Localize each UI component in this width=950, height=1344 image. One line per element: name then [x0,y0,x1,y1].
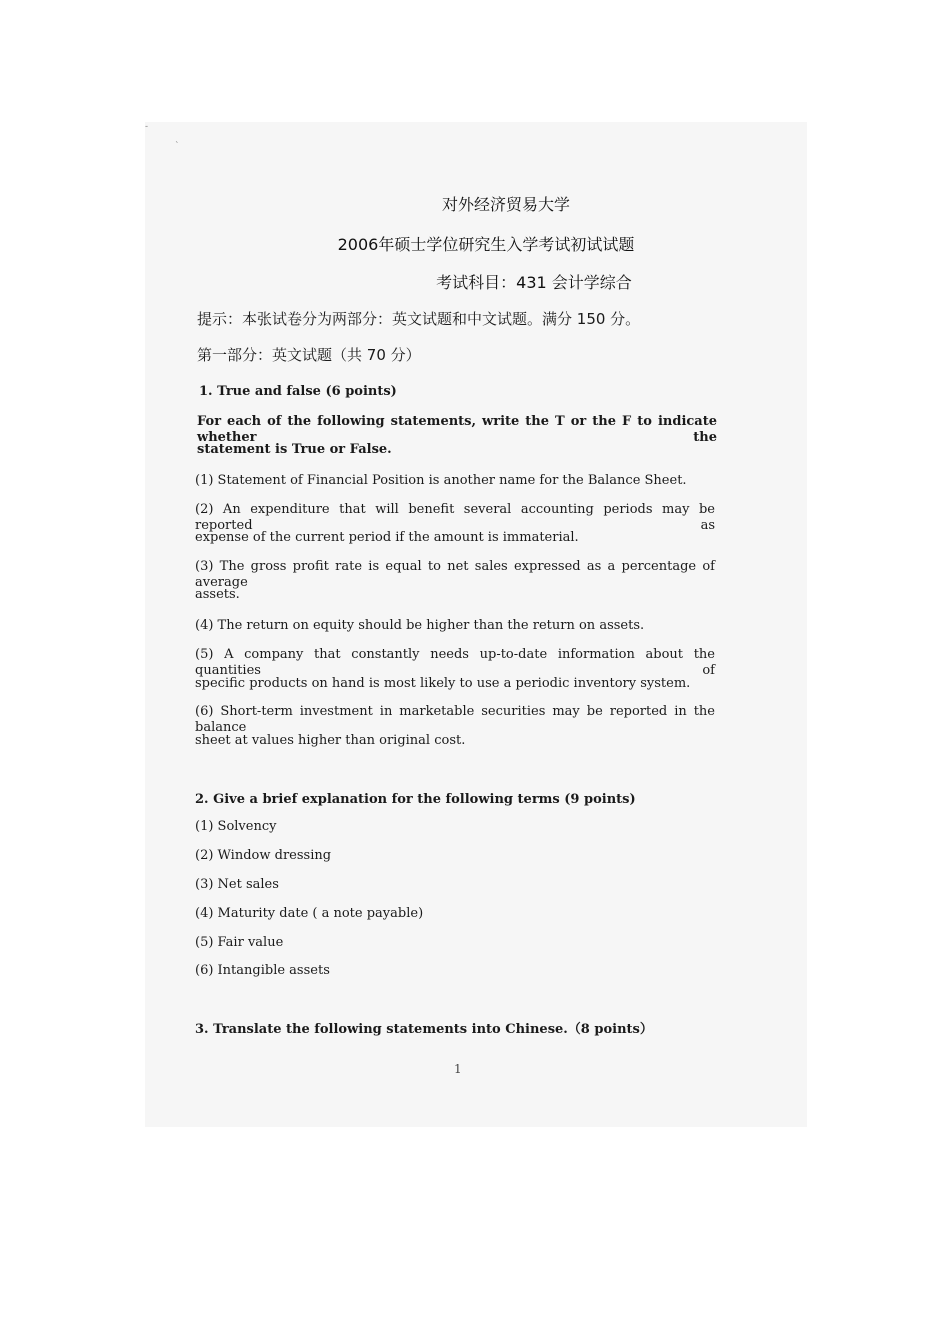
tf-item-3: (3) The gross profit rate is equal to net sales expressed as a percentage of average [195,559,715,590]
term-item-3: (3) Net sales [195,877,279,892]
tf-item-5-cont: specific products on hand is most likely to use a periodic inventory system. [195,676,691,691]
section-1-title: 1. True and false (6 points) [199,384,397,399]
term-item-1: (1) Solvency [195,819,277,834]
section-3-title: 3. Translate the following statements into Chinese.（8 points） [195,1022,653,1037]
tf-item-1: (1) Statement of Financial Position is another name for the Balance Sheet. [195,473,687,488]
tf-item-6: (6) Short-term investment in marketable securities may be reported in the balance [195,704,715,735]
tf-item-2-cont: expense of the current period if the amount is immaterial. [195,530,579,545]
exam-title: 2006年硕士学位研究生入学考试初试试题 [337,235,635,254]
tf-item-6-cont: sheet at values higher than original cost. [195,733,466,748]
term-item-4: (4) Maturity date ( a note payable) [195,906,424,921]
scanned-exam-page [145,122,807,1127]
section-1-instruction: For each of the following statements, write the T or the F to indicate whether the [197,414,717,445]
tf-item-3-cont: assets. [195,587,240,602]
scan-speck: - [145,122,149,132]
scan-speck: ` [175,142,180,152]
section-1-instruction-cont: statement is True or False. [197,442,392,457]
exam-subject: 考试科目：431 会计学综合 [436,273,632,292]
tf-item-5: (5) A company that constantly needs up-to-date information about the quantities of [195,647,715,678]
section-2-title: 2. Give a brief explanation for the following terms (9 points) [195,792,636,807]
term-item-5: (5) Fair value [195,935,284,950]
exam-notice: 提示：本张试卷分为两部分：英文试题和中文试题。满分 150 分。 [197,310,641,328]
university-name: 对外经济贸易大学 [441,195,570,214]
tf-item-4: (4) The return on equity should be higher than the return on assets. [195,618,645,633]
term-item-2: (2) Window dressing [195,848,332,863]
term-item-6: (6) Intangible assets [195,963,330,978]
part-one-title: 第一部分：英文试题（共 70 分） [197,346,421,364]
page-number: 1 [454,1062,462,1076]
tf-item-2: (2) An expenditure that will benefit several accounting periods may be reported as [195,502,715,533]
